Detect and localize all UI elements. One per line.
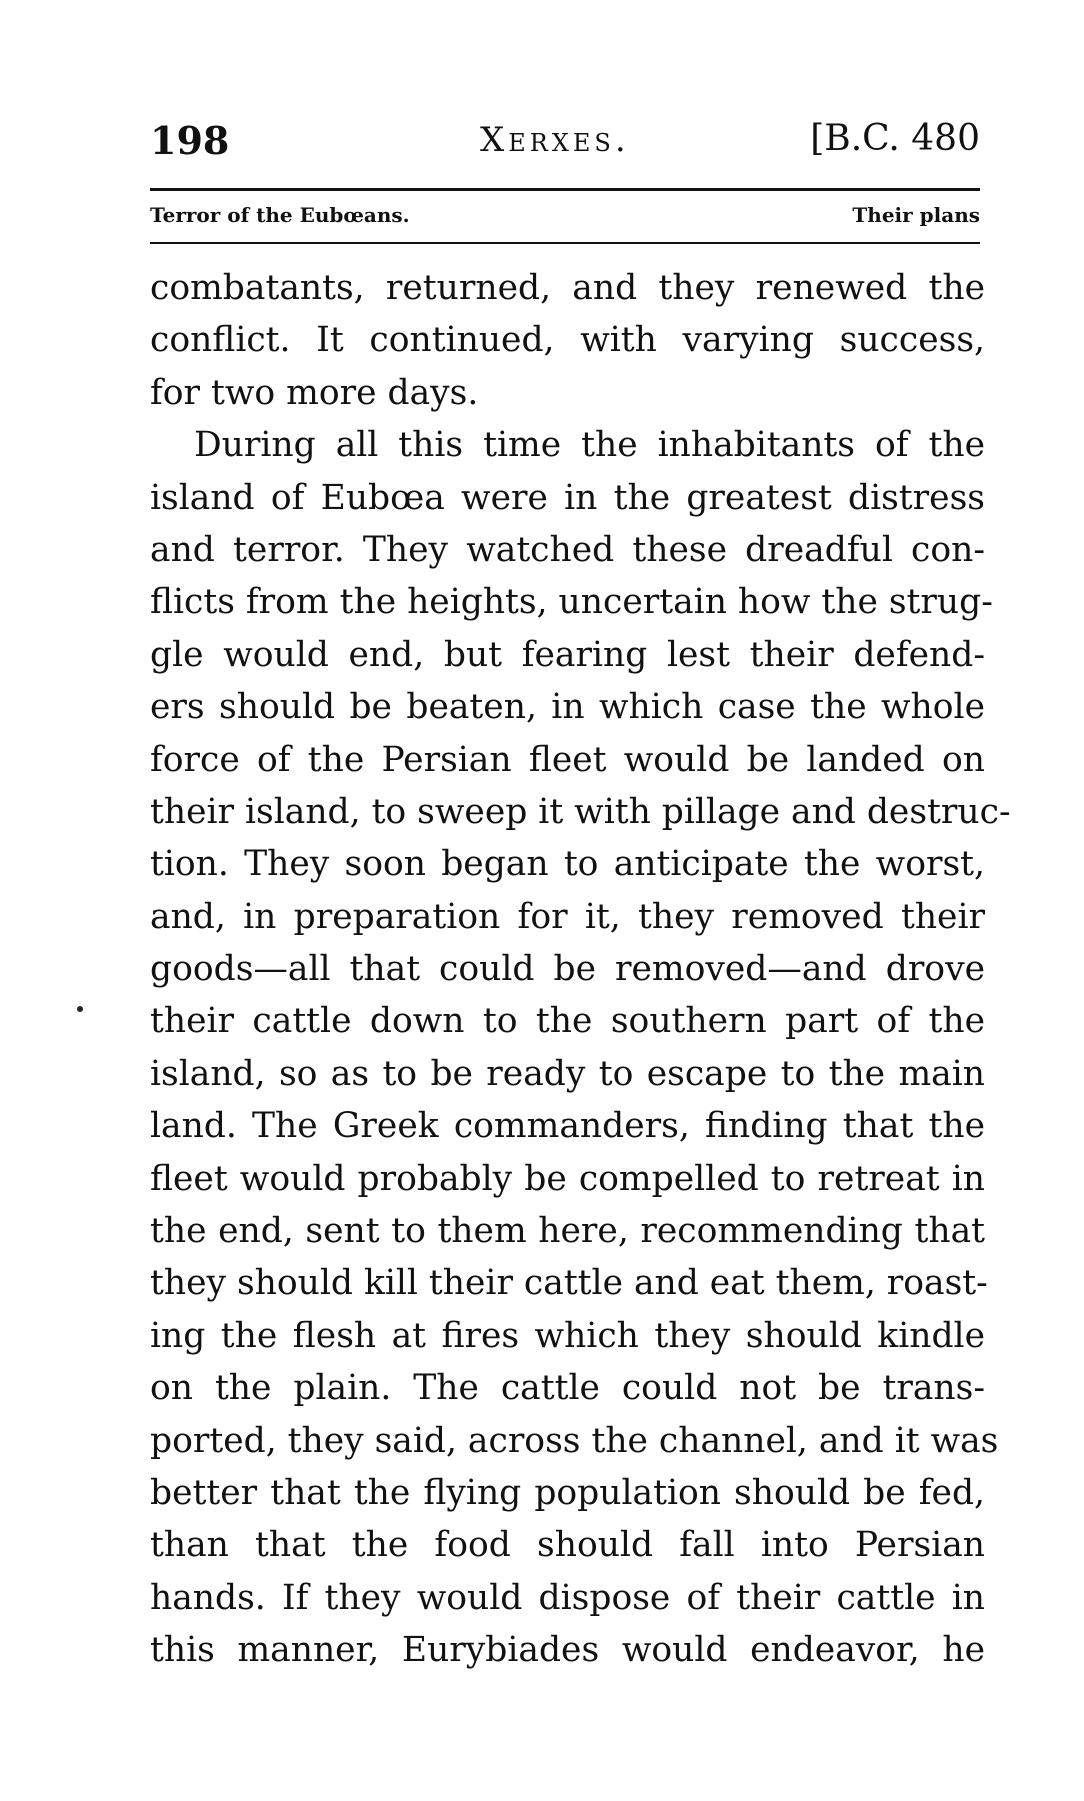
text-line: land. The Greek commanders, finding that the — [150, 1106, 985, 1147]
text-line: combatants, returned, and they renewed the — [150, 268, 985, 308]
text-line: their cattle down to the southern part of the — [150, 1001, 985, 1042]
text-line: their island, to sweep it with pillage and destruc- — [150, 791, 1011, 832]
text-line: tion. They soon began to anticipate the worst, — [150, 844, 985, 885]
side-note-right: Their plans — [852, 203, 980, 227]
side-note-left: Terror of the Eubœans. — [150, 203, 410, 227]
running-head — [150, 118, 980, 178]
text-line: conflict. It continued, with varying success, — [150, 320, 985, 361]
text-line: ing the flesh at fires which they should kindle — [150, 1315, 985, 1356]
text-line: island of Eubœa were in the greatest distress — [150, 477, 985, 518]
text-line: on the plain. The cattle could not be trans- — [150, 1368, 985, 1409]
text-line: ers should be beaten, in which case the whole — [150, 687, 985, 728]
side-notes — [150, 203, 980, 237]
text-line: During all this time the inhabitants of the — [194, 425, 985, 466]
text-line: island, so as to be ready to escape to the main — [150, 1053, 985, 1094]
text-line: gle would end, but fearing lest their defend- — [150, 634, 985, 675]
book-title: Xerxes. — [480, 120, 630, 160]
text-line: and, in preparation for it, they removed their — [150, 896, 985, 937]
text-line: goods—all that could be removed—and drove — [150, 949, 985, 990]
body-text — [150, 262, 1011, 1677]
text-line: force of the Persian fleet would be landed on — [150, 739, 985, 780]
text-line: flicts from the heights, uncertain how the strug- — [150, 582, 993, 623]
text-line: than that the food should fall into Persian — [150, 1525, 985, 1566]
header-rule-top — [150, 188, 980, 191]
text-line: hands. If they would dispose of their cattle in — [150, 1577, 985, 1618]
text-line: fleet would probably be compelled to retreat in — [150, 1158, 985, 1199]
text-line: this manner, Eurybiades would endeavor, he — [150, 1630, 985, 1671]
ink-speck — [77, 1006, 83, 1012]
text-line: better that the flying population should be fed, — [150, 1472, 985, 1513]
text-line: the end, sent to them here, recommending that — [150, 1211, 985, 1252]
date-marker: [B.C. 480 — [810, 118, 980, 159]
page-number: 198 — [150, 118, 230, 163]
text-line: ported, they said, across the channel, and it was — [150, 1420, 999, 1461]
text-line: they should kill their cattle and eat them, roast- — [150, 1263, 988, 1304]
text-line: and terror. They watched these dreadful con- — [150, 529, 985, 570]
text-line: for two more days. — [150, 372, 479, 413]
header-rule-bottom — [150, 242, 980, 244]
